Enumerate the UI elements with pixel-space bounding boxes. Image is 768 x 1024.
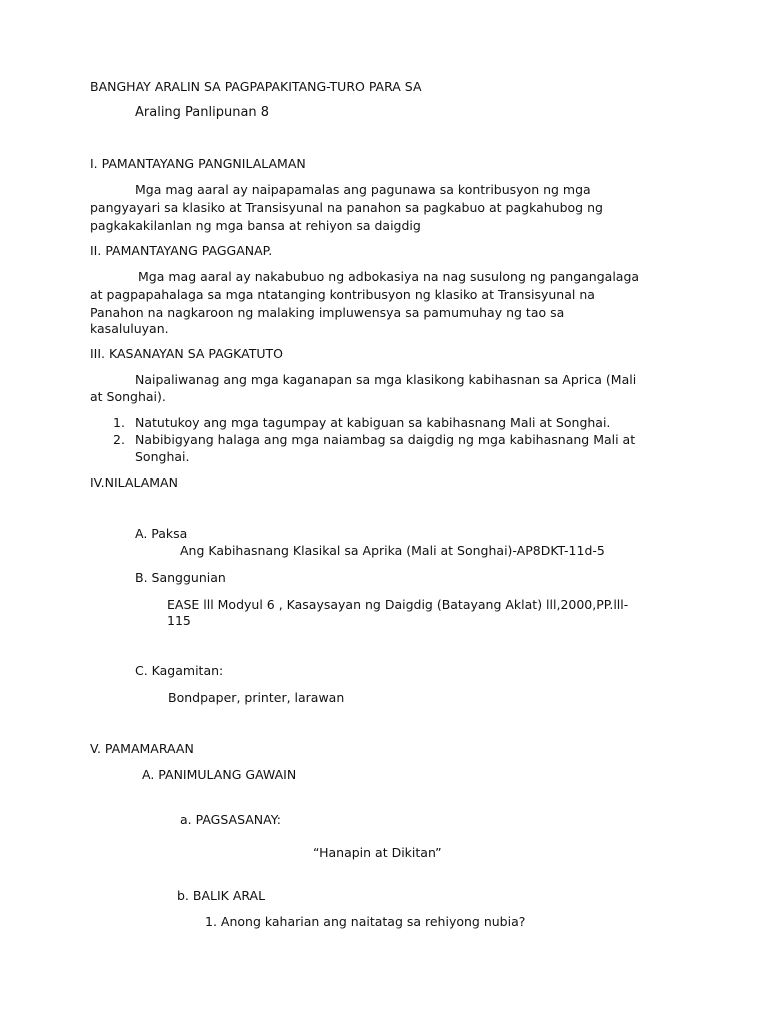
section-2-line: Mga mag aaral ay nakabubuo ng adbokasiya na nag susulong ng pangangalaga [138, 269, 640, 284]
list-number: 2. [113, 432, 125, 447]
sanggunian-text: EASE lll Modyul 6 , Kasaysayan ng Daigdig (Batayang Aklat) lll,2000,PP.lll- [167, 597, 629, 612]
section-2-line: Panahon na nagkaroon ng malaking impluwensya sa pamumuhay ng tao sa [90, 305, 565, 320]
section-5-heading: V. PAMAMARAAN [90, 741, 194, 756]
list-item-text: Natutukoy ang mga tagumpay at kabiguan sa kabihasnang Mali at Songhai. [135, 415, 611, 430]
section-2-line: at pagpapahalaga sa mga ntatanging kontribusyon ng klasiko at Transisyunal na [90, 287, 595, 302]
section-3-line: Naipaliwanag ang mga kaganapan sa mga klasikong kabihasnan sa Aprica (Mali [135, 372, 637, 387]
activity-title: “Hanapin at Dikitan” [313, 845, 442, 860]
document-title: BANGHAY ARALIN SA PAGPAPAKITANG-TURO PARA SA [90, 79, 422, 94]
balik-aral-label: b. BALIK ARAL [177, 888, 266, 903]
section-1-heading: I. PAMANTAYANG PANGNILALAMAN [90, 156, 306, 171]
paksa-text: Ang Kabihasnang Klasikal sa Aprika (Mali at Songhai)-AP8DKT-11d-5 [180, 543, 605, 558]
section-3-line: at Songhai). [90, 389, 166, 404]
kagamitan-text: Bondpaper, printer, larawan [168, 690, 345, 705]
subject-line: Araling Panlipunan 8 [135, 105, 270, 120]
section-1-line: Mga mag aaral ay naipapamalas ang pagunawa sa kontribusyon ng mga [135, 182, 591, 197]
section-3-heading: III. KASANAYAN SA PAGKATUTO [90, 346, 283, 361]
pagsasanay-label: a. PAGSASANAY: [180, 812, 281, 827]
section-2-heading: II. PAMANTAYANG PAGGANAP. [90, 243, 273, 258]
sanggunian-text: 115 [167, 613, 191, 628]
kagamitan-label: C. Kagamitan: [135, 663, 224, 678]
paksa-label: A. Paksa [135, 526, 188, 541]
sanggunian-label: B. Sanggunian [135, 570, 226, 585]
list-number: 1. [113, 415, 125, 430]
section-2-line: kasaluluyan. [90, 321, 169, 336]
panimulang-gawain-heading: A. PANIMULANG GAWAIN [142, 767, 297, 782]
balik-aral-question: 1. Anong kaharian ang naitatag sa rehiyong nubia? [205, 914, 526, 929]
list-item-text: Songhai. [135, 449, 190, 464]
section-4-heading: IV.NILALAMAN [90, 475, 178, 490]
section-1-line: pangyayari sa klasiko at Transisyunal na panahon sa pagkabuo at pagkahubog ng [90, 200, 603, 215]
section-1-line: pagkakakilanlan ng mga bansa at rehiyon sa daigdig [90, 218, 421, 233]
list-item-text: Nabibigyang halaga ang mga naiambag sa daigdig ng mga kabihasnang Mali at [135, 432, 636, 447]
